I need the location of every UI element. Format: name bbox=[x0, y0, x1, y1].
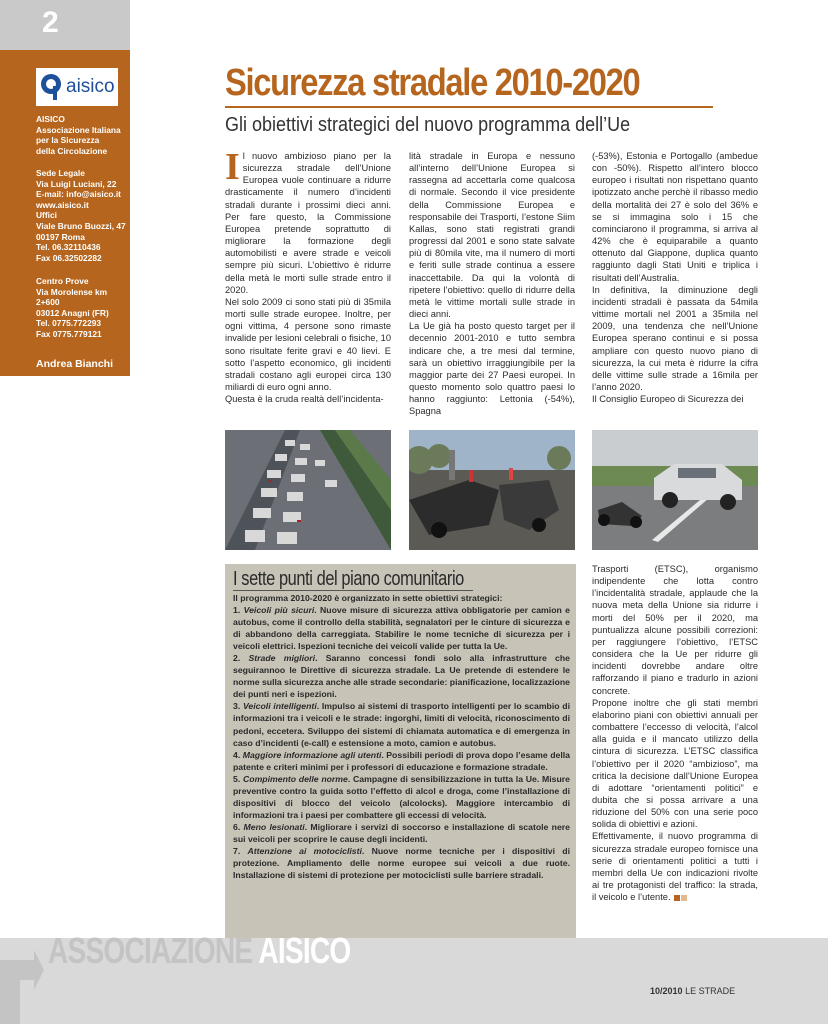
point-text: . Campagne di sensibilizzazione in tutta la Ue. Misure preventive contro la guida sotto l’effetto di alcol e droga, come l’installazione di dispositivi di blocco del veicolo (alcolocks). Maggiore intercambio di informazioni tra i paesi per combattere gli eccessi di velocità. bbox=[233, 773, 570, 820]
article-subtitle: Gli obiettivi strategici del nuovo programma dell’Ue bbox=[225, 114, 631, 136]
end-mark-icon bbox=[674, 895, 680, 901]
point-text: . Migliorare i servizi di soccorso e installazione di scatole nere sui veicoli per scoprire le cause degli incidenti. bbox=[233, 821, 570, 844]
legal-line: Sede Legale bbox=[36, 168, 85, 178]
box-title: I sette punti del piano comunitario bbox=[233, 568, 464, 590]
box-title-rule bbox=[233, 590, 473, 591]
legal-line: Tel. 06.32110436 bbox=[36, 242, 101, 253]
paragraph: Nel solo 2009 ci sono stati più di 35mila morti sulle strade europee. Inoltre, per ogni vittima, 4 persone sono rimaste invalide per lesioni celebrali o fisiche, 10 sono risultate ferite gravi e 40 lievi. E sotto l’aspetto economico, gli incidenti stradali costano agli europei circa 130 miliardi di euro ogni anno. bbox=[225, 296, 391, 392]
paragraph bbox=[592, 830, 758, 903]
legal-line: E-mail: info@aisico.it bbox=[36, 189, 121, 200]
arrow-corner-icon bbox=[0, 950, 44, 1024]
paragraph: Trasporti (ETSC), organismo indipendente che lotta contro l’incidentalità stradale, applaude che la nuova meta della Unione sia ridurre i morti del 50% per il 2020, ma puntualizza alcune possibili correzioni: per raggiungere l’obiettivo, l’ETSC considera che la Ue per ridurre gli incidenti dovrebbe andare oltre rafforzando il piano e tradurlo in azioni concrete. bbox=[592, 564, 758, 696]
title-underline bbox=[225, 106, 713, 108]
point-heading: Strade migliori bbox=[248, 653, 316, 664]
magazine-name: LE STRADE bbox=[685, 986, 736, 996]
test-line: Fax 0775.779121 bbox=[36, 328, 102, 339]
point-number: 6. bbox=[233, 821, 241, 832]
point-heading: Veicoli più sicuri bbox=[243, 605, 315, 616]
test-line: Via Morolense km bbox=[36, 286, 108, 297]
org-line: per la Sicurezza bbox=[36, 135, 100, 146]
box-intro: Il programma 2010-2020 è organizzato in sette obiettivi strategici: bbox=[233, 593, 503, 603]
photo-crash-scene bbox=[409, 430, 575, 550]
point-text: . Possibili periodi di prova dopo l’esame della patente e criteri minimi per i professori di educazione e formazione stradale. bbox=[233, 749, 570, 772]
point-number: 7. bbox=[233, 845, 241, 856]
legal-line: 00197 Roma bbox=[36, 231, 85, 242]
page-number-box bbox=[0, 0, 130, 50]
photo-traffic-jam bbox=[225, 430, 391, 550]
point-heading: Attenzione ai motociclisti bbox=[247, 845, 362, 856]
test-line: Tel. 0775.772293 bbox=[36, 318, 102, 329]
box-point bbox=[233, 845, 570, 881]
paragraph: l nuovo ambizioso piano per la sicurezza stradale dell’Unione Europea vuole continuare a ridurre drasticamente il numero d’incidenti stradali durante i prossimi dieci anni. Per fare questo, la Commissione Europea pretende soprattutto di migliorare la formazione degli automobilisti e avere strade e veicoli sempre più sicuri. L’obiettivo è ridurre della metà le morti sulle strade entro il 2020. bbox=[225, 151, 391, 295]
text-column-3 bbox=[592, 150, 758, 405]
end-mark-icon bbox=[681, 895, 687, 901]
point-text: . Impulso ai sistemi di trasporto intelligenti per lo scambio di informazioni tra i veicoli e le strade: ingorghi, limiti di velocità, riconoscimento di pedoni, eccetera. Sviluppo dei sistemi di chiamata automatica e di emergenza in caso d’incidenti (e-call) e estensione a moto, camion e autobus. bbox=[233, 701, 570, 748]
paragraph: (-53%), Estonia e Portogallo (ambedue con -50%). Rispetto all’intero blocco europeo i risultati non rispettano quanto ipotizzato anche perchè il ribasso medio della mortalità dei 27 è solo del 36% e se si immagina solo i 15 che cominciarono il programma, si arriva al 42% che è equiparabile a quanto ottenuto dal Giappone, duplica quanto raggiunto dagli Stati Uniti e triplica i risultati dell’Australia. bbox=[592, 151, 758, 283]
sidebar-box-seven-points bbox=[225, 564, 576, 938]
test-line: Centro Prove bbox=[36, 276, 89, 286]
legal-line: Uffici bbox=[36, 210, 57, 221]
footer-label-part1: ASSOCIAZIONE bbox=[48, 930, 253, 971]
test-line: 03012 Anagni (FR) bbox=[36, 307, 109, 318]
paragraph: La Ue già ha posto questo target per il decennio 2001-2010 e tutto sembra indicare che, a tre mesi dal termine, sarà un obiettivo irraggiungibile per la maggior parte dei 27 Paesi europei. In questo momento solo quattro paesi lo hanno raggiunto: Lettonia (-54%), Spagna bbox=[409, 321, 575, 417]
box-point bbox=[233, 604, 570, 652]
legal-line: Via Luigi Luciani, 22 bbox=[36, 178, 117, 189]
paragraph: Questa è la cruda realtà dell’incidenta- bbox=[225, 394, 384, 405]
point-number: 3. bbox=[233, 701, 241, 712]
org-line: AISICO bbox=[36, 114, 65, 124]
text-column-2 bbox=[409, 150, 575, 417]
paragraph-text: Effettivamente, il nuovo programma di sicurezza stradale europeo fornisce una serie di orientamenti politici a tutti i membri della Ue con indicazioni rivolte ai tre protagonisti del traffico: la strada, il veicolo e l’utente. bbox=[592, 831, 758, 903]
legal-line: Viale Bruno Buozzi, 47 bbox=[36, 220, 126, 231]
footer-label bbox=[48, 930, 350, 972]
box-point bbox=[233, 773, 570, 821]
org-info bbox=[36, 114, 121, 156]
text-column-1 bbox=[225, 146, 391, 405]
text-column-4 bbox=[592, 563, 758, 903]
footer-issue bbox=[650, 986, 735, 996]
box-point bbox=[233, 749, 570, 773]
point-heading: Veicoli intelligenti bbox=[242, 701, 317, 712]
point-number: 4. bbox=[233, 749, 241, 760]
legal-line: Fax 06.32502282 bbox=[36, 252, 102, 263]
aisico-logo-icon bbox=[40, 72, 62, 100]
page-number: 2 bbox=[42, 6, 59, 39]
aisico-logo bbox=[36, 68, 118, 106]
paragraph: lità stradale in Europa e nessuno all’interno dell’Unione Europea si rassegna ad accettarla come qualcosa di normale. Secondo il vice presidente della Commissione Europea e responsabile dei Trasporti, l’estone Siim Kallas, sono stati registrati grandi progressi dal 2001 e sono state salvate più di 80mila vite, ma il numero di morti e feriti sulle strade continua a essere inaccettabile. Da qui la volontà di ripetere l’obiettivo: quello di ridurre della metà le vittime mortali sulle strade in dieci anni. bbox=[409, 151, 575, 320]
test-line: 2+600 bbox=[36, 297, 60, 308]
issue-number: 10/2010 bbox=[650, 986, 683, 996]
org-line: Associazione Italiana bbox=[36, 124, 121, 135]
point-text: . Saranno concessi fondi solo alla infrastrutture che seguirannoo le Direttive di sicurezza stradale. La Ue pretende di estendere le norme sulla sicurezza anche alle strade secondarie: pianificazione, localizzazione dei punti neri e ispezioni. bbox=[233, 653, 571, 700]
point-heading: Meno lesionati bbox=[243, 821, 305, 832]
point-number: 5. bbox=[233, 773, 241, 784]
point-text: . Nuove norme tecniche per i dispositivi di protezione. Ampliamento delle norme europee sui veicoli a due ruote. Installazione di sistemi di protezione per motociclisti sulle barriere stradali. bbox=[233, 845, 570, 881]
box-point bbox=[233, 700, 570, 748]
photo-car-motorbike-accident bbox=[592, 430, 758, 550]
point-heading: Maggiore informazione agli utenti bbox=[242, 749, 382, 760]
test-center-info bbox=[36, 276, 109, 340]
legal-line: www.aisico.it bbox=[36, 199, 89, 210]
point-number: 2. bbox=[233, 653, 241, 664]
drop-cap: I bbox=[225, 146, 240, 188]
point-number: 1. bbox=[233, 605, 241, 616]
legal-info bbox=[36, 168, 126, 263]
paragraph: In definitiva, la diminuzione degli incidenti stradali è passata da 54mila vittime mortali nel 2001 a 35mila nel 2009, una tendenza che nell’Unione Europea sperano continui e si possa ampliare con questo nuovo piano di sicurezza, la cui meta è ridurre la cifra delle vittime sulle strade a 16mila per l’anno 2020. bbox=[592, 284, 758, 392]
box-point bbox=[233, 652, 570, 700]
article-title: Sicurezza stradale 2010-2020 bbox=[225, 62, 640, 104]
point-text: . Nuove misure di sicurezza attiva obbligatorie per camion e autobus, come il controllo della stabilità, segnalatori per le cinture di sicurezza e di abbandono della carreggiata. Stabilire le nome tecniche di sicurezza per i veicoli elettrici. Ispezioni tecniche dei veicoli valide per tutta la Ue. bbox=[233, 605, 570, 652]
sidebar bbox=[0, 50, 130, 376]
org-line: della Circolazione bbox=[36, 145, 108, 156]
point-heading: Compimento delle norme bbox=[242, 773, 348, 784]
box-point bbox=[233, 821, 570, 845]
paragraph: Il Consiglio Europeo di Sicurezza dei bbox=[592, 394, 744, 405]
author: Andrea Bianchi bbox=[36, 358, 114, 370]
footer-label-part2: AISICO bbox=[258, 930, 351, 971]
paragraph: Propone inoltre che gli stati membri elaborino piani con obiettivi annuali per combattere l’eccesso di velocità, l’alcol alla guida e il mancato utilizzo della cintura di sicurezza. L’ETSC classifica l’obiettivo per il 2020 “ambizioso”, ma critica la decisione dall’Unione Europea di adottare “orientamenti politici” e dubita che si possa arrivare a una riduzione del 50% con una serie poco solida di obiettivi e azioni. bbox=[592, 697, 758, 830]
box-text bbox=[233, 592, 570, 881]
logo-text: aisico bbox=[66, 76, 115, 97]
